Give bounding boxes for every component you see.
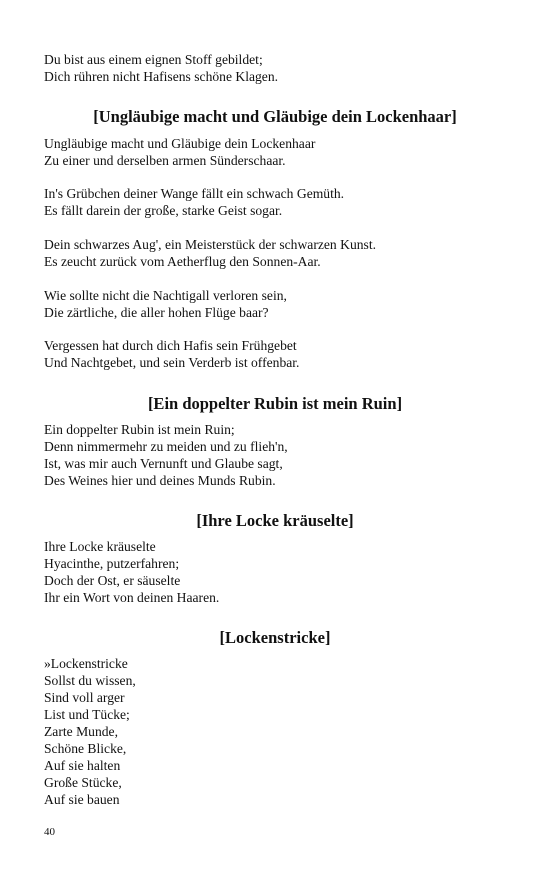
verse-line: »Lockenstricke [44, 656, 128, 671]
verse-line: Wie sollte nicht die Nachtigall verloren sein, [44, 288, 287, 303]
page-number: 40 [44, 826, 55, 838]
verse-line: Ein doppelter Rubin ist mein Ruin; [44, 422, 235, 437]
verse-line: In's Grübchen deiner Wange fällt ein schwach Gemüth. [44, 186, 345, 201]
verse-line: Es zeucht zurück vom Aetherflug den Sonnen-Aar. [44, 254, 321, 269]
verse-line: Große Stücke, [44, 775, 122, 790]
verse-line: Sind voll arger [44, 690, 125, 705]
verse-line: Auf sie halten [44, 758, 121, 773]
verse-line: Die zärtliche, die aller hohen Flüge baar? [44, 305, 269, 320]
verse-line: Auf sie bauen [44, 792, 120, 807]
poem-title: [Ungläubige macht und Gläubige dein Lockenhaar] [93, 107, 457, 126]
verse-line: Dich rühren nicht Hafisens schöne Klagen. [44, 69, 279, 84]
verse-line: Und Nachtgebet, und sein Verderb ist offenbar. [44, 355, 300, 370]
verse-line: Doch der Ost, er säuselte [44, 573, 181, 588]
verse-line: Hyacinthe, putzerfahren; [44, 556, 180, 571]
verse-line: Des Weines hier und deines Munds Rubin. [44, 473, 276, 488]
verse-line: Ist, was mir auch Vernunft und Glaube sagt, [44, 456, 283, 471]
poem-title: [Ein doppelter Rubin ist mein Ruin] [147, 394, 403, 413]
verse-line: Vergessen hat durch dich Hafis sein Frühgebet [44, 338, 297, 353]
verse-line: Ihre Locke kräuselte [44, 539, 156, 554]
poem-title: [Ihre Locke kräuselte] [196, 511, 354, 530]
verse-line: Es fällt darein der große, starke Geist sogar. [44, 203, 283, 218]
verse-line: Ihr ein Wort von deinen Haaren. [44, 590, 220, 605]
verse-line: Ungläubige macht und Gläubige dein Lockenhaar [44, 136, 316, 151]
verse-line: Du bist aus einem eignen Stoff gebildet; [44, 52, 263, 67]
verse-line: Zarte Munde, [44, 724, 118, 739]
verse-line: List und Tücke; [44, 707, 130, 722]
verse-line: Sollst du wissen, [44, 673, 136, 688]
verse-line: Schöne Blicke, [44, 741, 127, 756]
verse-line: Zu einer und derselben armen Sünderschaar. [44, 153, 286, 168]
poem-title: [Lockenstricke] [219, 628, 331, 647]
verse-line: Dein schwarzes Aug', ein Meisterstück der schwarzen Kunst. [44, 237, 376, 252]
verse-line: Denn nimmermehr zu meiden und zu flieh'n, [44, 439, 288, 454]
